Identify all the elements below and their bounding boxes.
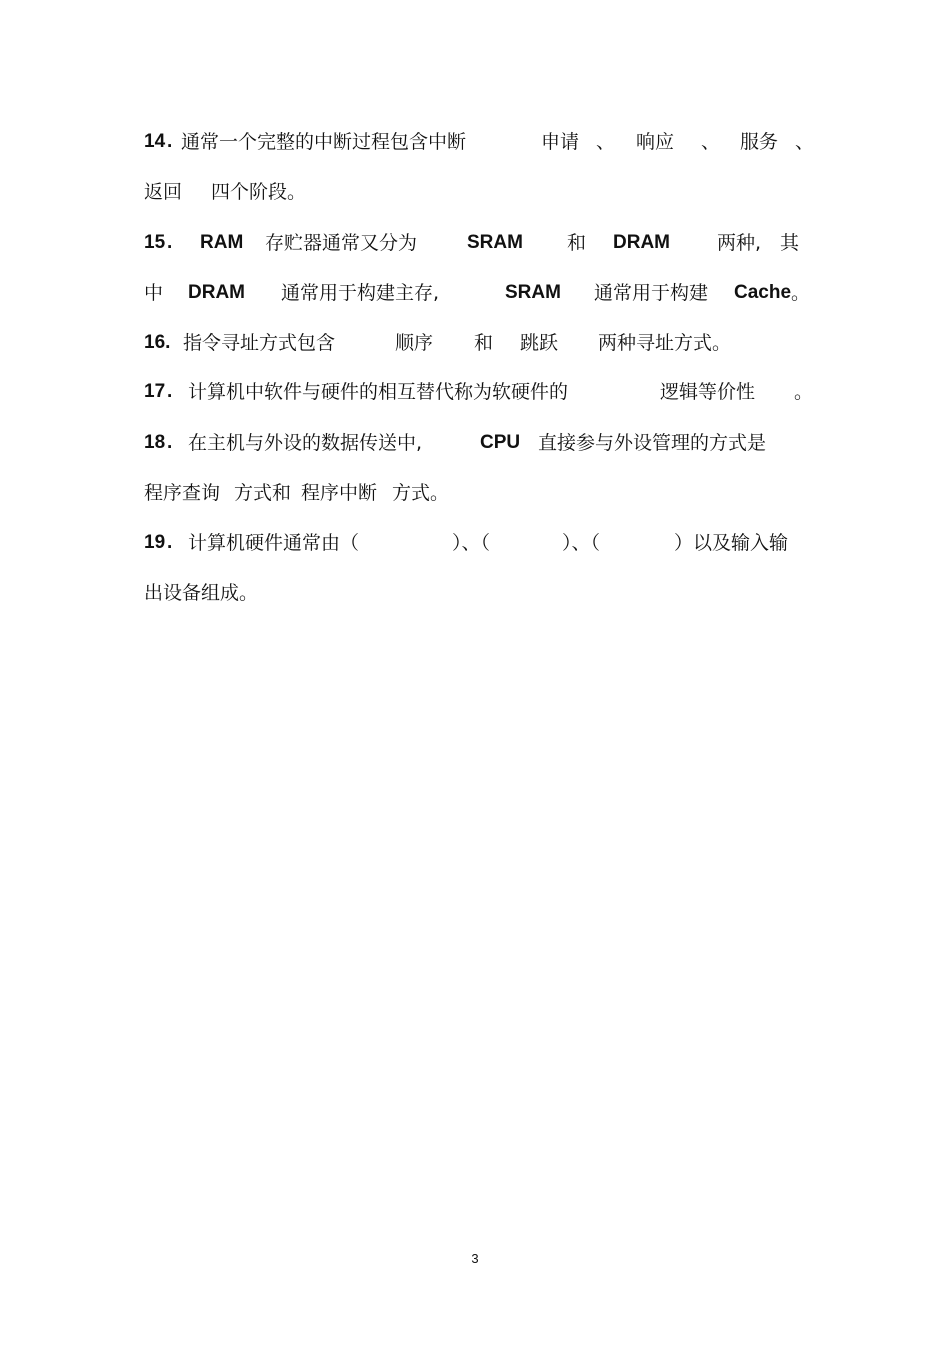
answer-text: 程序中断: [301, 482, 378, 504]
question-number: 16.: [144, 332, 171, 353]
question-text: 中: [144, 282, 164, 304]
answer-text: 程序查询: [144, 482, 221, 504]
question-17-line-1: [144, 377, 814, 407]
question-number-dot: .: [167, 131, 173, 152]
question-text: 出设备组成。: [144, 582, 259, 604]
question-text: 方式和: [234, 482, 292, 504]
question-text: 两种,: [717, 232, 762, 254]
question-15-line-2: [144, 278, 811, 308]
question-text: 计算机硬件通常由（: [188, 532, 360, 554]
answer-text: 返回: [144, 181, 183, 203]
question-text: 直接参与外设管理的方式是: [538, 432, 767, 454]
question-number: 18: [144, 432, 166, 453]
term-ram: RAM: [200, 232, 244, 253]
blank-separator: ）、（: [452, 532, 491, 554]
question-text: 存贮器通常又分为: [265, 232, 418, 254]
answer-text: DRAM: [188, 282, 245, 303]
question-14-line-1: [144, 127, 815, 157]
answer-text: 响应: [636, 131, 675, 153]
blank-separator: ）、（: [562, 532, 601, 554]
question-text: 计算机中软件与硬件的相互替代称为软硬件的: [188, 381, 569, 403]
separator: 、: [701, 131, 721, 153]
answer-text: 逻辑等价性: [660, 381, 756, 403]
question-text: 。: [794, 381, 814, 403]
question-text: 四个阶段。: [211, 181, 307, 203]
question-18-line-2: [144, 478, 806, 508]
page-number: 3: [471, 1251, 479, 1266]
term-cache: Cache: [734, 282, 792, 303]
question-number-dot: .: [167, 232, 173, 253]
question-number: 19: [144, 532, 166, 553]
question-number: 14: [144, 131, 166, 152]
question-text: 通常一个完整的中断过程包含中断: [181, 131, 467, 153]
question-19-line-1: [144, 528, 806, 558]
question-number-dot: .: [167, 381, 173, 402]
answer-text: 顺序: [395, 332, 434, 354]
answer-text: 申请: [541, 131, 580, 153]
question-text: 两种寻址方式。: [598, 332, 732, 354]
question-15-line-1: [144, 228, 806, 258]
answer-text: DRAM: [613, 232, 670, 253]
answer-text: 跳跃: [520, 332, 559, 354]
answer-text: SRAM: [505, 282, 561, 303]
answer-text: 服务: [740, 131, 779, 153]
question-text: 通常用于构建主存,: [281, 282, 440, 304]
question-text: 在主机与外设的数据传送中,: [188, 432, 423, 454]
question-text: 指令寻址方式包含: [183, 332, 336, 354]
question-text: 通常用于构建: [594, 282, 709, 304]
question-text: 方式。: [392, 482, 450, 504]
term-cpu: CPU: [480, 432, 521, 453]
question-number: 15: [144, 232, 166, 253]
separator: 、: [795, 131, 815, 153]
question-number: 17: [144, 381, 166, 402]
answer-text: SRAM: [467, 232, 523, 253]
question-18-line-1: [144, 428, 806, 458]
question-19-line-2: [144, 578, 806, 608]
question-14-line-2: [144, 177, 806, 207]
question-text: 。: [791, 282, 811, 304]
question-text: ）以及输入输: [674, 532, 789, 554]
separator: 、: [596, 131, 616, 153]
question-16-line-1: [144, 328, 806, 358]
question-text: 其: [780, 232, 800, 254]
question-number-dot: .: [167, 432, 173, 453]
question-number-dot: .: [167, 532, 173, 553]
question-text: 和: [567, 232, 587, 254]
question-text: 和: [474, 332, 494, 354]
